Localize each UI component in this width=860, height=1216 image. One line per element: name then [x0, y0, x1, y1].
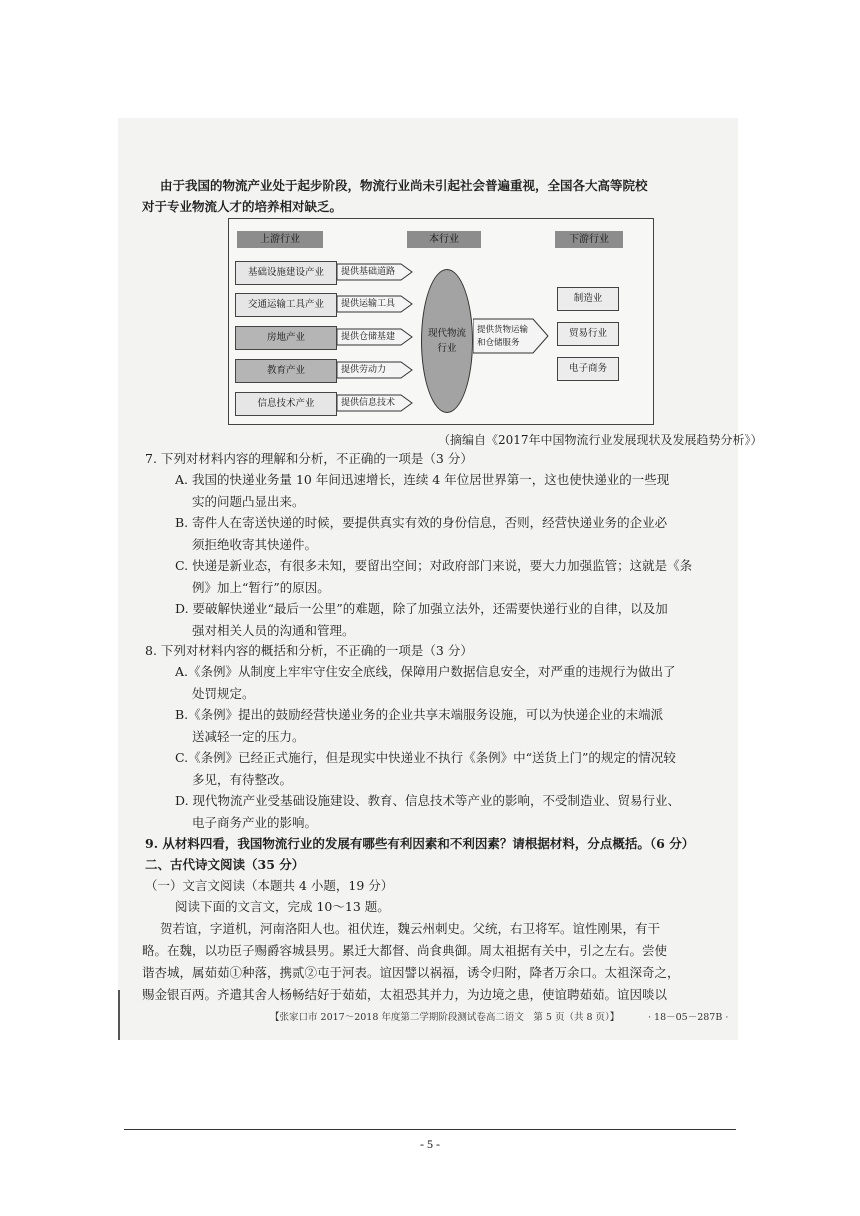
exam-code: · 18－05－287B ·	[648, 1012, 729, 1023]
supply-label: 提供运输工具	[341, 299, 396, 309]
downstream-item: 电子商务	[557, 357, 619, 381]
classical-text-line: 谐杏城，属茹茹①种落，携贰②屯于河表。谊因譬以祸福，诱令归附，降者万余口。太祖深奇之，	[142, 965, 680, 980]
supply-arrow	[337, 394, 413, 412]
exam-footer: 【张家口市 2017～2018 年度第二学期阶段测试卷高二语文 第 5 页（共 8 页）】	[270, 1012, 620, 1023]
downstream-item: 制造业	[557, 287, 619, 311]
q7-option-c: C. 快递是新业态，有很多未知，要留出空间；对政府部门来说，要大力加强监管；这就是《条	[175, 558, 693, 573]
supply-arrow	[337, 295, 413, 313]
supply-label: 提供基础道路	[341, 267, 396, 277]
header-upstream: 上游行业	[237, 231, 323, 248]
reading-instruction: 阅读下面的文言文，完成 10～13 题。	[175, 899, 390, 914]
source-citation: （摘编自《2017年中国物流行业发展现状及发展趋势分析》）	[438, 433, 763, 447]
service-arrow	[473, 317, 549, 355]
supply-label: 提供劳动力	[341, 365, 387, 375]
upstream-item: 房地产业	[235, 326, 337, 350]
intro-line-2: 对于专业物流人才的培养相对缺乏。	[142, 199, 343, 214]
q7-option-c-cont: 例》加上“暂行”的原因。	[192, 580, 330, 595]
industry-chain-diagram	[228, 218, 654, 425]
upstream-item: 交通运输工具产业	[235, 293, 337, 317]
page-number: - 5 -	[420, 1137, 440, 1151]
upstream-item: 信息技术产业	[235, 392, 337, 416]
classical-text-line: 赐金银百两。齐遣其舍人杨畅结好于茹茹，太祖恐其并力，为边境之患，使谊聘茹茹。谊因啖以	[142, 987, 668, 1002]
header-downstream: 下游行业	[555, 231, 623, 248]
intro-line-1: 由于我国的物流产业处于起步阶段，物流行业尚未引起社会普遍重视，全国各大高等院校	[160, 178, 648, 193]
subsection-heading: （一）文言文阅读（本题共 4 小题，19 分）	[145, 878, 394, 893]
classical-text-line: 贺若谊，字道机，河南洛阳人也。祖伏连，魏云州刺史。父统，右卫将军。谊性刚果，有干	[160, 921, 661, 936]
supply-arrow	[337, 328, 413, 346]
q8-option-d: D. 现代物流产业受基础设施建设、教育、信息技术等产业的影响，不受制造业、贸易行业、	[175, 793, 681, 808]
footer-rule	[124, 1129, 736, 1130]
header-industry: 本行业	[407, 231, 481, 248]
q8-option-c: C.《条例》已经正式施行，但是现实中快递业不执行《条例》中“送货上门”的规定的情况较	[175, 750, 676, 765]
q7-option-b-cont: 须拒绝收寄其快递件。	[192, 537, 318, 552]
q7-option-b: B. 寄件人在寄送快递的时候，要提供真实有效的身份信息，否则，经营快递业务的企业必	[175, 515, 668, 530]
q7-option-a-cont: 实的问题凸显出来。	[192, 494, 305, 509]
q7-option-d-cont: 强对相关人员的沟通和管理。	[192, 623, 355, 638]
section-heading: 二、古代诗文阅读（35 分）	[145, 857, 305, 872]
q8-option-d-cont: 电子商务产业的影响。	[192, 815, 318, 830]
q7-option-a: A. 我国的快递业务量 10 年间迅速增长，连续 4 年位居世界第一，这也使快递业的一些现	[175, 472, 670, 487]
q8-option-c-cont: 多见，有待整改。	[192, 772, 293, 787]
q8-option-b: B.《条例》提出的鼓励经营快递业务的企业共享末端服务设施，可以为快递企业的末端派	[175, 707, 664, 722]
q8-option-a: A.《条例》从制度上牢牢守住安全底线，保障用户数据信息安全，对严重的违规行为做出了	[175, 664, 676, 679]
q8-option-b-cont: 送减轻一定的压力。	[192, 729, 305, 744]
supply-label: 提供信息技术	[341, 398, 396, 408]
scan-edge-mark	[118, 990, 120, 1040]
downstream-item: 贸易行业	[557, 322, 619, 346]
center-label-line-2: 行业	[437, 343, 457, 354]
q8-option-a-cont: 处罚规定。	[192, 686, 255, 701]
classical-text-line: 略。在魏，以功臣子赐爵容城县男。累迁大都督、尚食典御。周太祖据有关中，引之左右。尝使	[142, 943, 668, 958]
upstream-item: 教育产业	[235, 359, 337, 383]
center-label-line-1: 现代物流	[427, 328, 466, 339]
logistics-industry-ellipse	[421, 269, 473, 413]
q7-option-d: D. 要破解快递业“最后一公里”的难题，除了加强立法外，还需要快递行业的自律，以及加	[175, 601, 668, 616]
supply-label: 提供仓储基建	[341, 332, 396, 342]
question-8-stem: 8. 下列对材料内容的概括和分析，不正确的一项是（3 分）	[145, 643, 473, 658]
service-label-line-2: 和仓储服务	[477, 338, 520, 348]
supply-arrow	[337, 361, 413, 379]
question-9: 9. 从材料四看，我国物流行业的发展有哪些有利因素和不利因素？请根据材料，分点概括。（6 分）	[145, 836, 695, 851]
upstream-item: 基础设施建设产业	[235, 261, 337, 285]
question-7-stem: 7. 下列对材料内容的理解和分析，不正确的一项是（3 分）	[145, 451, 473, 466]
supply-arrow	[337, 263, 413, 281]
service-label-line-1: 提供货物运输	[477, 325, 529, 335]
